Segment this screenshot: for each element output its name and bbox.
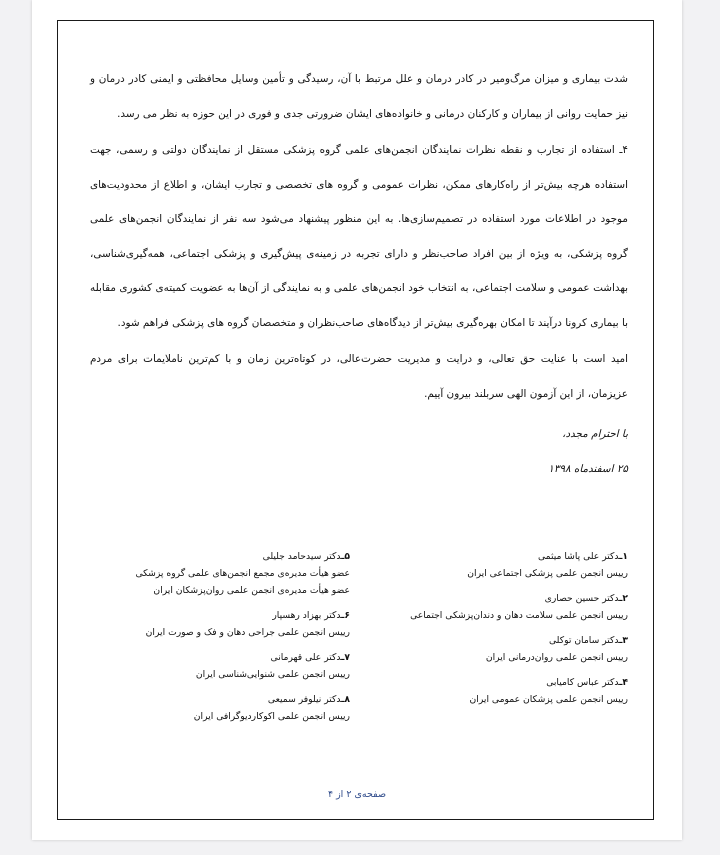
signatory-role: رییس انجمن علمی روان‌درمانی ایران xyxy=(485,652,628,663)
letter-body xyxy=(90,62,628,486)
signatory xyxy=(100,649,350,683)
signatory-role: رییس انجمن علمی پزشکان عمومی ایران xyxy=(469,694,628,705)
signatory xyxy=(388,548,628,582)
closing-salutation: با احترام مجدد، xyxy=(562,428,628,440)
paragraph-hope: امید است با عنایت حق تعالی، و درایت و مدیریت حضرت‌عالی، در کوتاه‌ترین زمان و با کم‌ترین ناملایمات برای مردم عزیزمان، از این آزمون الهی سربلند بیرون آییم. xyxy=(90,353,628,400)
paragraph-health-workers: شدت بیماری و میزان مرگ‌ومیر در کادر درمان و علل مرتبط با آن، رسیدگی و تأمین وسایل محافظتی و ایمنی کادر درمان و نیز حمایت روانی از بیماران و کارکنان درمانی و خانواده‌های ایشان ضرورتی جدی و فوری در این حوزه به نظر می رسد. xyxy=(90,73,628,120)
signatory-name: دکتر علی پاشا میثمی xyxy=(537,551,620,562)
signatory xyxy=(388,590,628,624)
signatory-number: ۳ـ xyxy=(619,635,628,646)
signatory-number: ۶ـ xyxy=(341,610,350,621)
signatory-name: دکتر حسین حصاری xyxy=(544,593,620,604)
signatory-number: ۵ـ xyxy=(341,551,350,562)
signatory-role: رییس انجمن علمی شنوایی‌شناسی ایران xyxy=(195,669,350,680)
signatories-right-column xyxy=(388,548,628,733)
signatory-role: عضو هیأت مدیره‌ی مجمع انجمن‌های علمی گروه پزشکی xyxy=(135,568,350,579)
signatory-number: ۷ـ xyxy=(341,652,350,663)
signatory-number: ۸ـ xyxy=(341,694,350,705)
signatory xyxy=(100,607,350,641)
signatory-number: ۴ـ xyxy=(619,677,628,688)
signatory-number: ۲ـ xyxy=(619,593,628,604)
signatories-block xyxy=(90,548,628,733)
signatory xyxy=(388,632,628,666)
signatory xyxy=(388,674,628,708)
page-number: صفحه‌ی ۲ از ۴ xyxy=(327,789,387,800)
signatory-name: دکتر علی قهرمانی xyxy=(270,652,342,663)
signatory-role: رییس انجمن علمی پزشکی اجتماعی ایران xyxy=(467,568,628,579)
signatory xyxy=(100,548,350,599)
signatory-name: دکتر سیدحامد جلیلی xyxy=(262,551,342,562)
letter-date: ۲۵ اسفندماه ۱۳۹۸ xyxy=(548,462,628,475)
signatory-name: دکتر نیلوفر سمیعی xyxy=(267,694,342,705)
signatory-name: دکتر سامان توکلی xyxy=(549,635,620,646)
paragraph-recommendation-4: ۴ـ استفاده از تجارب و نقطه نظرات نمایندگان انجمن‌های علمی گروه پزشکی مستقل از نمایندگان دولتی و رسمی، جهت استفاده هرچه بیش‌تر از راه‌کارهای ممکن، نظرات عمومی و گروه های تخصصی و تجارب ایشان، و اطلاع از محدودیت‌های موجود در اطلاعات مورد استفاده در تصمیم‌سازی‌ها. به این منظور پیشنهاد می‌شود سه نفر از نمایندگان انجمن‌های علمی گروه پزشکی، به ویژه از بین افراد صاحب‌نظر و دارای تجربه در زمینه‌ی پیش‌گیری و پزشکی اجتماعی، همه‌گیری‌شناسی، بهداشت عمومی و سلامت اجتماعی، به انتخاب خود انجمن‌های علمی و به نمایندگی از آن‌ها به عضویت کمیته‌ی کشوری مقابله با بیماری کرونا درآیند تا امکان بهره‌گیری بیش‌تر از دیدگاه‌های صاحب‌نظران و متخصصان گروه های پزشکی فراهم شود. xyxy=(90,144,628,329)
signatory-name: دکتر بهزاد رهسپار xyxy=(272,610,342,621)
signatory-role: رییس انجمن علمی اکوکاردیوگرافی ایران xyxy=(193,711,350,722)
signatory-role: عضو هیأت مدیره‌ی انجمن علمی روان‌پزشکان ایران xyxy=(153,585,350,596)
signatories-left-column xyxy=(100,548,350,733)
signatory-name: دکتر عباس کامیابی xyxy=(546,677,620,688)
signatory-role: رییس انجمن علمی سلامت دهان و دندان‌پزشکی اجتماعی xyxy=(410,610,628,621)
signatory-role: رییس انجمن علمی جراحی دهان و فک و صورت ایران xyxy=(145,627,350,638)
signatory-number: ۱ـ xyxy=(619,551,628,562)
signatory xyxy=(100,691,350,725)
